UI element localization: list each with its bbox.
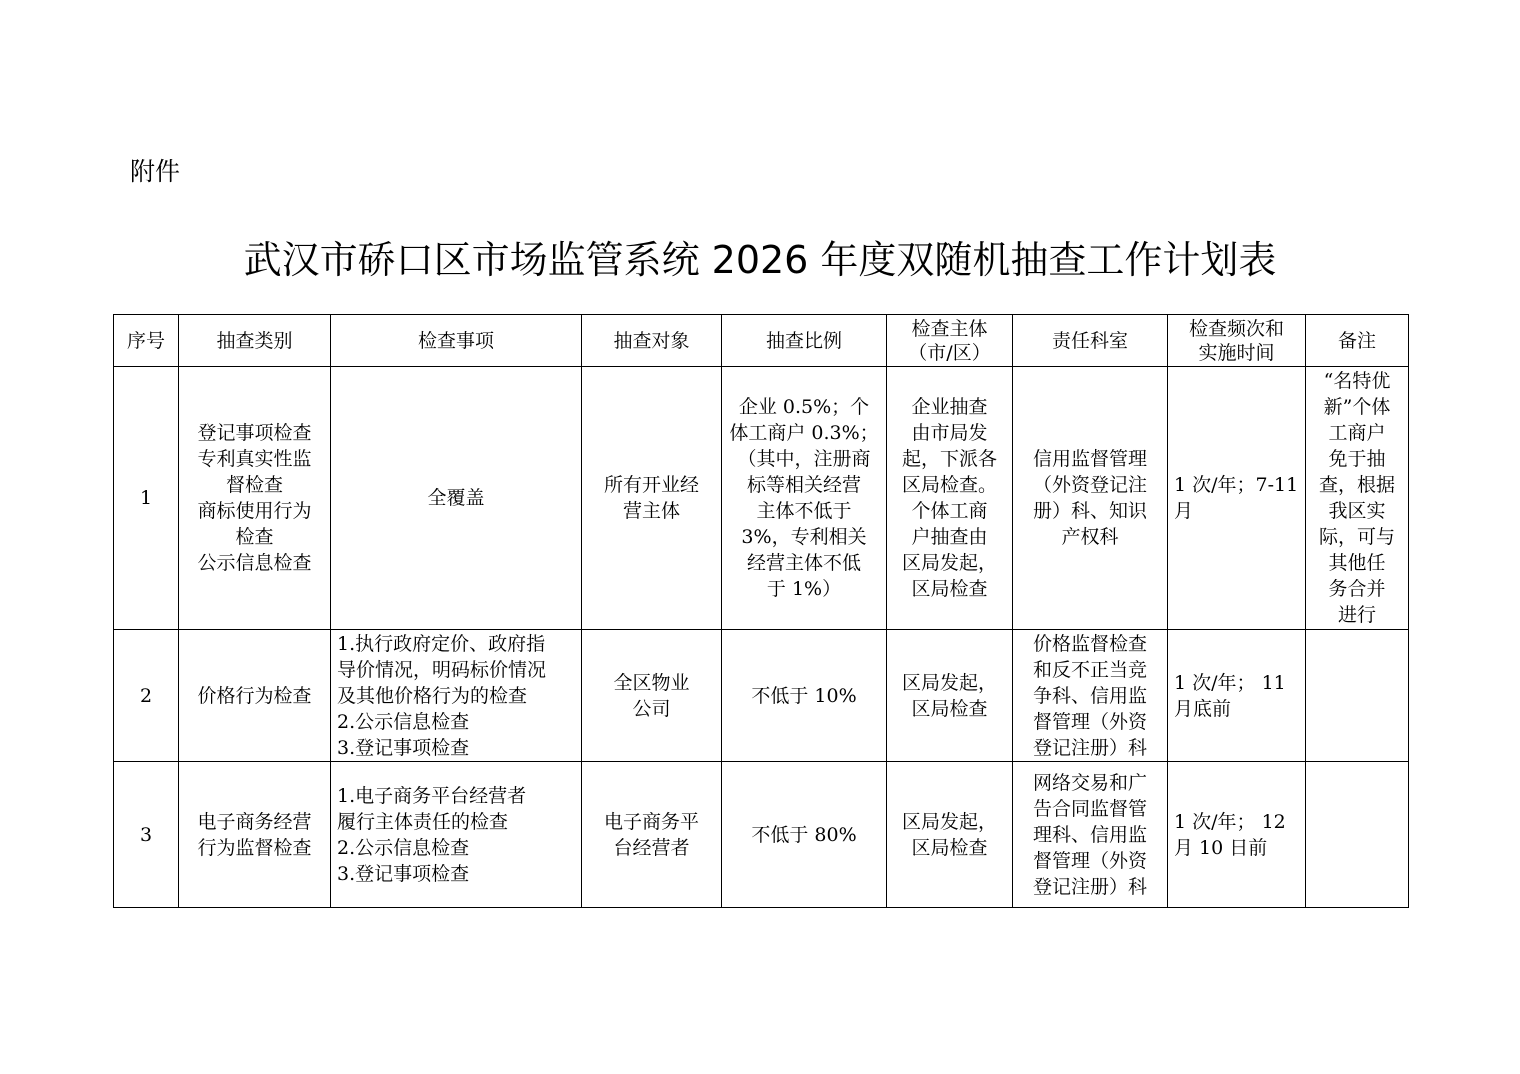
cell-line: 不低于 10% xyxy=(751,684,857,707)
cell-items xyxy=(331,762,582,908)
header-freq-line1: 检查频次和 xyxy=(1188,317,1284,340)
cell-line: 争科、信用监 xyxy=(1032,684,1147,707)
cell-dept xyxy=(1013,762,1168,908)
cell-line: 我区实 xyxy=(1328,500,1386,522)
cell-line: 1 次/年； 12 xyxy=(1174,810,1286,833)
cell-line: 工商户 xyxy=(1328,422,1386,444)
cell-line: 标等相关经营 xyxy=(746,474,861,496)
cell-line: 查，根据 xyxy=(1318,474,1395,496)
cell-line: 区局检查。 xyxy=(901,474,997,496)
cell-items: 全覆盖 xyxy=(331,367,582,630)
cell-seq: 3 xyxy=(114,762,179,908)
cell-line: 起，下派各 xyxy=(901,448,997,470)
cell-line: 所有开业经 xyxy=(603,474,699,496)
cell-line: 月 xyxy=(1174,500,1194,522)
cell-subject xyxy=(887,762,1013,908)
cell-freq xyxy=(1168,367,1306,630)
cell-target xyxy=(582,367,722,630)
header-dept: 责任科室 xyxy=(1013,315,1168,367)
cell-line: 新”个体 xyxy=(1323,396,1391,418)
cell-line: 区局检查 xyxy=(911,578,988,600)
cell-line: 电子商务经营 xyxy=(197,810,312,833)
cell-line: 企业抽查 xyxy=(911,396,988,418)
header-freq-line2: 实施时间 xyxy=(1198,341,1275,364)
header-seq: 序号 xyxy=(114,315,179,367)
cell-line: （外资登记注 xyxy=(1032,474,1147,496)
cell-remarks xyxy=(1306,630,1409,762)
cell-line: 2.公示信息检查 xyxy=(337,710,470,733)
cell-line: 网络交易和广 xyxy=(1032,771,1147,794)
cell-dept xyxy=(1013,630,1168,762)
cell-line: 价格行为检查 xyxy=(197,684,312,707)
cell-line: 主体不低于 xyxy=(756,500,852,522)
header-remarks: 备注 xyxy=(1306,315,1409,367)
cell-line: 经营主体不低 xyxy=(746,552,861,574)
document-title: 武汉市硚口区市场监管系统 2026 年度双随机抽查工作计划表 xyxy=(243,238,1277,282)
cell-line: 进行 xyxy=(1337,604,1376,626)
table-row xyxy=(114,762,1409,908)
table-row xyxy=(114,367,1409,630)
cell-line: 督检查 xyxy=(225,474,283,496)
cell-line: 不低于 80% xyxy=(751,823,857,846)
attachment-label: 附件 xyxy=(130,157,181,186)
cell-line: 月 10 日前 xyxy=(1174,836,1268,859)
cell-line: 区局检查 xyxy=(911,836,988,859)
cell-line: 公司 xyxy=(632,697,671,720)
cell-line: 区局发起， xyxy=(901,552,997,574)
header-ratio: 抽查比例 xyxy=(722,315,887,367)
cell-line: 检查 xyxy=(235,526,274,548)
cell-line: 体工商户 0.3%； xyxy=(729,422,879,444)
cell-line: 3.登记事项检查 xyxy=(337,736,470,759)
cell-line: 区局发起， xyxy=(901,810,997,833)
cell-line: 信用监督管理 xyxy=(1032,448,1147,470)
cell-line: 免于抽 xyxy=(1328,448,1386,470)
cell-line: 和反不正当竞 xyxy=(1032,658,1147,681)
header-freq xyxy=(1168,315,1306,367)
cell-remarks xyxy=(1306,367,1409,630)
cell-ratio xyxy=(722,367,887,630)
cell-subject xyxy=(887,367,1013,630)
cell-category xyxy=(179,367,331,630)
cell-line: 督管理（外资 xyxy=(1032,849,1147,872)
cell-target xyxy=(582,762,722,908)
table-header-row xyxy=(114,315,1409,367)
cell-line: 台经营者 xyxy=(613,836,690,859)
cell-line: 由市局发 xyxy=(911,422,988,444)
cell-category xyxy=(179,762,331,908)
cell-line: 告合同监督管 xyxy=(1032,797,1147,820)
cell-line: 1.电子商务平台经营者 xyxy=(337,784,527,807)
cell-line: 际，可与 xyxy=(1318,526,1395,548)
cell-line: 个体工商 xyxy=(911,500,988,522)
cell-line: 1 次/年；7-11 xyxy=(1174,474,1299,496)
cell-line: 月底前 xyxy=(1174,697,1232,720)
cell-line: 于 1%） xyxy=(766,578,842,600)
header-subject xyxy=(887,315,1013,367)
cell-line: 导价情况，明码标价情况 xyxy=(337,658,547,681)
cell-line: 登记事项检查 xyxy=(197,422,312,444)
cell-line: 企业 0.5%；个 xyxy=(738,396,870,418)
cell-target xyxy=(582,630,722,762)
cell-line: 价格监督检查 xyxy=(1032,632,1147,655)
cell-subject xyxy=(887,630,1013,762)
cell-dept xyxy=(1013,367,1168,630)
cell-line: 专利真实性监 xyxy=(197,448,312,470)
header-subject-line1: 检查主体 xyxy=(911,317,988,340)
cell-line: 3.登记事项检查 xyxy=(337,862,470,885)
cell-items xyxy=(331,630,582,762)
cell-line: 2.公示信息检查 xyxy=(337,836,470,859)
cell-line: 1.执行政府定价、政府指 xyxy=(337,632,546,655)
cell-line: 户抽查由 xyxy=(911,526,988,548)
header-target: 抽查对象 xyxy=(582,315,722,367)
table-row xyxy=(114,630,1409,762)
cell-line: 理科、信用监 xyxy=(1032,823,1147,846)
cell-line: 区局检查 xyxy=(911,697,988,720)
header-category: 抽查类别 xyxy=(179,315,331,367)
cell-line: “名特优 xyxy=(1323,370,1391,392)
cell-line: 全区物业 xyxy=(613,671,690,694)
cell-freq xyxy=(1168,630,1306,762)
cell-line: 区局发起， xyxy=(901,671,997,694)
cell-line: 营主体 xyxy=(622,500,680,522)
cell-line: 登记注册）科 xyxy=(1032,736,1147,759)
cell-line: 行为监督检查 xyxy=(197,836,312,859)
cell-line: 产权科 xyxy=(1061,526,1119,548)
cell-ratio xyxy=(722,630,887,762)
cell-line: 3%，专利相关 xyxy=(741,526,867,548)
cell-remarks xyxy=(1306,762,1409,908)
header-subject-line2: （市/区） xyxy=(908,341,991,364)
cell-line: 公示信息检查 xyxy=(197,552,312,574)
cell-line: 电子商务平 xyxy=(603,810,699,833)
cell-line: 及其他价格行为的检查 xyxy=(337,684,528,707)
cell-line: 务合并 xyxy=(1328,578,1386,600)
cell-line: 商标使用行为 xyxy=(197,500,312,522)
cell-line: 册）科、知识 xyxy=(1032,500,1147,522)
cell-seq: 2 xyxy=(114,630,179,762)
cell-line: 督管理（外资 xyxy=(1032,710,1147,733)
cell-seq: 1 xyxy=(114,367,179,630)
cell-category xyxy=(179,630,331,762)
cell-ratio xyxy=(722,762,887,908)
cell-line: 登记注册）科 xyxy=(1032,875,1147,898)
header-items: 检查事项 xyxy=(331,315,582,367)
cell-freq xyxy=(1168,762,1306,908)
inspection-plan-table xyxy=(113,314,1409,908)
cell-line: 其他任 xyxy=(1328,552,1386,574)
cell-line: 1 次/年； 11 xyxy=(1174,671,1286,694)
cell-line: （其中，注册商 xyxy=(737,448,871,470)
cell-line: 履行主体责任的检查 xyxy=(337,810,509,833)
